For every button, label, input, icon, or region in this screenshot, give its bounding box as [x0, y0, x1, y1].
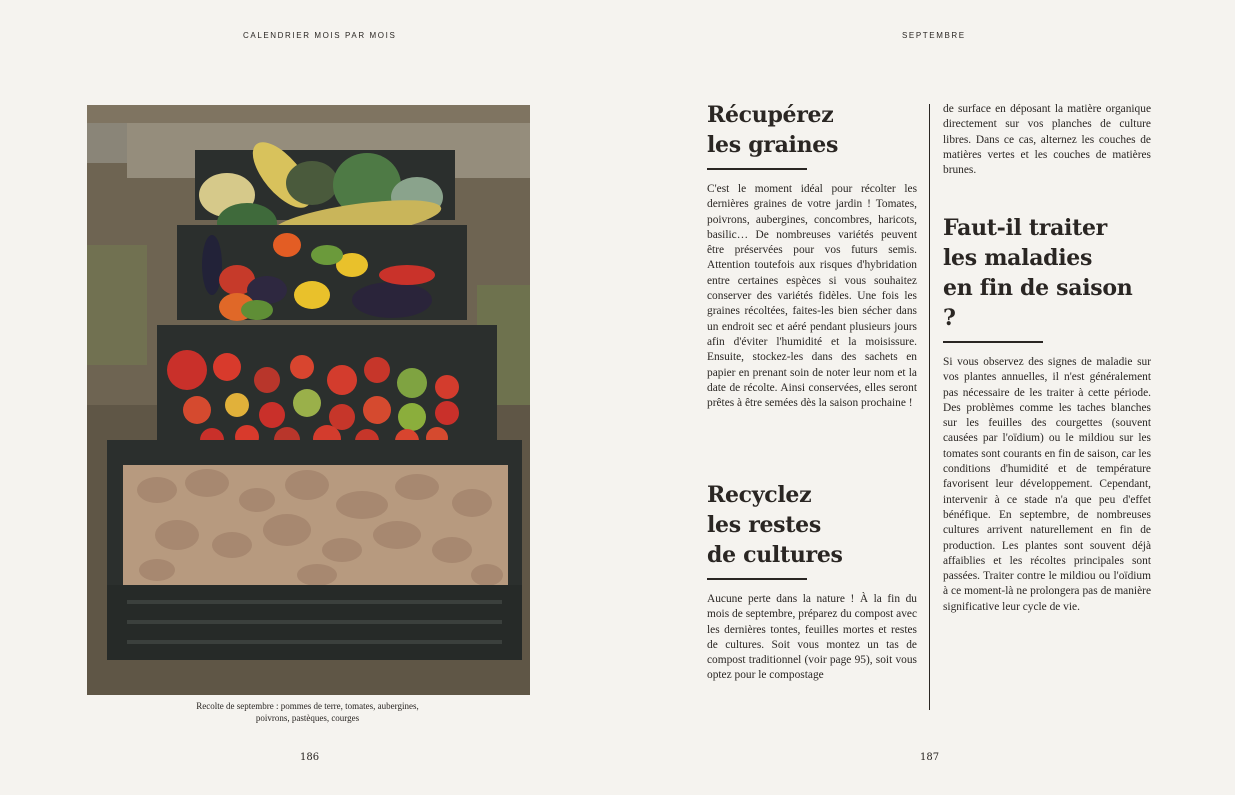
section-diseases — [943, 213, 1151, 615]
section-seeds — [707, 100, 917, 411]
section-compost-body: Aucune perte dans la nature ! À la fin du mois de septembre, préparez du compost avec les dernières tontes, feuilles mortes et restes de cultures. Soit vous montez un tas de compost traditionnel (voir page 95), soit vous optez pour le compostage — [707, 593, 917, 682]
title-line: Récupérez — [707, 102, 834, 128]
title-rule — [943, 341, 1043, 343]
section-diseases-body: Si vous observez des signes de maladie sur vos plantes annuelles, il n'est généralement pas nécessaire de les traiter à cette période. Des problèmes comme les taches blanches sur les feuilles des courgettes (souvent causées par l'oïdium) ou le mildiou sur les tomates sont courants en fin de saison, car les conditions d'humidité et de température favorisent leur développement. Cependant, intervenir à ce stade n'a que peu d'effet bénéfique. En septembre, de nombreuses cultures arrivent naturellement en fin de production. Les plantes sont souvent déjà affaiblies et les récoltes principales sont passées. Traiter contre le mildiou ou l'oïdium à ce moment-là ne prolongera pas de manière significative leur cycle de vie. — [943, 356, 1151, 613]
title-line: en fin de saison ? — [943, 275, 1133, 331]
section-compost — [707, 480, 917, 684]
column-divider — [929, 104, 930, 710]
photo-caption: Recolte de septembre : pommes de terre, tomates, aubergines, poivrons, pastèques, courges — [196, 701, 419, 723]
running-head-right: SEPTEMBRE — [902, 31, 966, 40]
harvest-photo — [87, 105, 530, 695]
title-line: de cultures — [707, 542, 843, 568]
title-rule — [707, 168, 807, 170]
section-seeds-body: C'est le moment idéal pour récolter les dernières graines de votre jardin ! Tomates, poivrons, aubergines, concombres, haricots, basilic… De nombreuses variétés peuvent être préservées pour vos futurs semis. Attention toutefois aux risques d'hybridation entre certaines espèces si vous souhaitez conserver des variétés fidèles. Une fois les graines récoltées, faites-les bien sécher dans un endroit sec et aéré pendant plusieurs jours afin d'éviter l'humidité et la moisissure. Ensuite, stockez-les dans des sachets en papier en prenant soin de noter leur nom et la date de récolte. Ainsi conservées, elles seront prêtes à être semées dès la saison prochaine ! — [707, 183, 917, 410]
section-diseases-title — [943, 213, 1151, 333]
running-head-left: CALENDRIER MOIS PAR MOIS — [243, 31, 397, 40]
title-line: Recyclez — [707, 482, 812, 508]
section-seeds-title — [707, 100, 917, 160]
title-line: Faut-il traiter — [943, 215, 1107, 241]
continuation-text: de surface en déposant la matière organique directement sur vos planches de culture libres. Dans ce cas, alternez les couches de matières vertes et les couches de matières brunes. — [943, 103, 1151, 177]
page-number-right: 187 — [920, 752, 940, 763]
title-line: les graines — [707, 132, 839, 158]
page-number-left: 186 — [300, 752, 320, 763]
column-b-continuation — [943, 102, 1151, 178]
section-compost-title — [707, 480, 917, 570]
title-rule — [707, 578, 807, 580]
title-line: les restes — [707, 512, 821, 538]
title-line: les maladies — [943, 245, 1093, 271]
